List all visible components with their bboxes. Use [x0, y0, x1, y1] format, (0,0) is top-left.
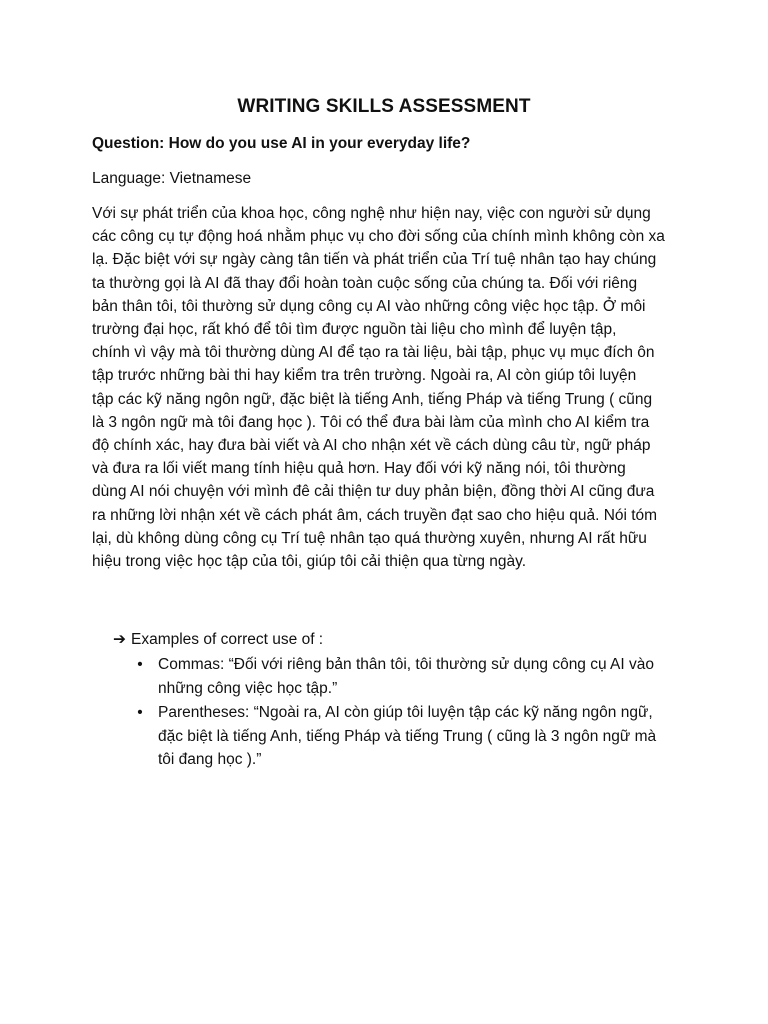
essay-line: tập trước những bài thi hay kiểm tra trên trường. Ngoài ra, AI còn giúp tôi luyện — [92, 367, 637, 385]
list-item-line: Parentheses: “Ngoài ra, AI còn giúp tôi luyện tập các kỹ năng ngôn ngữ, — [158, 704, 653, 721]
essay-line: ra những lời nhận xét về cách phát âm, cách truyền đạt sao cho hiệu quả. Nói tóm — [92, 506, 658, 524]
document-title: WRITING SKILLS ASSESSMENT — [237, 96, 531, 117]
list-item — [134, 701, 694, 772]
list-item-line: Commas: “Đối với riêng bản thân tôi, tôi thường sử dụng công cụ AI vào — [158, 656, 654, 673]
bullet-icon: • — [137, 656, 143, 673]
essay-paragraph — [92, 202, 692, 573]
language-label: Language: Vietnamese — [92, 170, 252, 187]
essay-line: là 3 ngôn ngữ mà tôi đang học ). Tôi có thể đưa bài làm của mình cho AI kiểm tra — [92, 413, 650, 431]
list-item-line: đặc biệt là tiếng Anh, tiếng Pháp và tiếng Trung ( cũng là 3 ngôn ngữ mà — [158, 727, 657, 745]
essay-line: trường đại học, rất khó để tôi tìm được nguồn tài liệu cho mình để luyện tập, — [92, 321, 617, 339]
examples-heading — [113, 628, 323, 651]
examples-list — [134, 653, 694, 773]
essay-line: bản thân tôi, tôi thường sử dụng công cụ AI vào những công việc học tập. Ở môi — [92, 297, 646, 315]
question-text: Question: How do you use AI in your everyday life? — [92, 135, 471, 152]
bullet-icon: • — [137, 704, 143, 721]
essay-line: chính vì vậy mà tôi thường dùng AI để tạo ra tài liệu, bài tập, phục vụ mục đích ôn — [92, 344, 655, 362]
essay-line: và đưa ra lối viết mang tính hiệu quả hơn. Hay đối với kỹ năng nói, tôi thường — [92, 460, 626, 478]
list-item — [134, 653, 694, 700]
essay-line: hiệu trong việc học tập của tôi, giúp tôi cải thiện qua từng ngày. — [92, 553, 527, 571]
examples-heading-label: Examples of correct use of : — [131, 631, 324, 648]
essay-line: Với sự phát triển của khoa học, công nghệ như hiện nay, việc con người sử dụng — [92, 205, 651, 222]
right-arrow-icon: ➔ — [113, 631, 126, 648]
essay-line: lạ. Đặc biệt với sự ngày càng tân tiến và phát triển của Trí tuệ nhân tạo hay chúng — [92, 251, 657, 269]
essay-line: lại, dù không dùng công cụ Trí tuệ nhân tạo quá thường xuyên, nhưng AI rất hữu — [92, 529, 647, 547]
essay-line: các công cụ tự động hoá nhằm phục vụ cho đời sống của chính mình không còn xa — [92, 228, 665, 246]
list-item-line: tôi đang học ).” — [158, 751, 262, 768]
essay-line: dùng AI nói chuyện với mình đê cải thiện tư duy phản biện, đồng thời AI cũng đưa — [92, 483, 655, 501]
essay-line: ta thường gọi là AI đã thay đổi hoàn toàn cuộc sống của chúng ta. Đối với riêng — [92, 274, 638, 292]
list-item-line: những công việc học tập.” — [158, 679, 338, 697]
essay-line: độ chính xác, hay đưa bài viết và AI cho nhận xét về cách dùng câu từ, ngữ pháp — [92, 437, 651, 455]
essay-line: tập các kỹ năng ngôn ngữ, đặc biệt là tiếng Anh, tiếng Pháp và tiếng Trung ( cũng — [92, 390, 653, 408]
